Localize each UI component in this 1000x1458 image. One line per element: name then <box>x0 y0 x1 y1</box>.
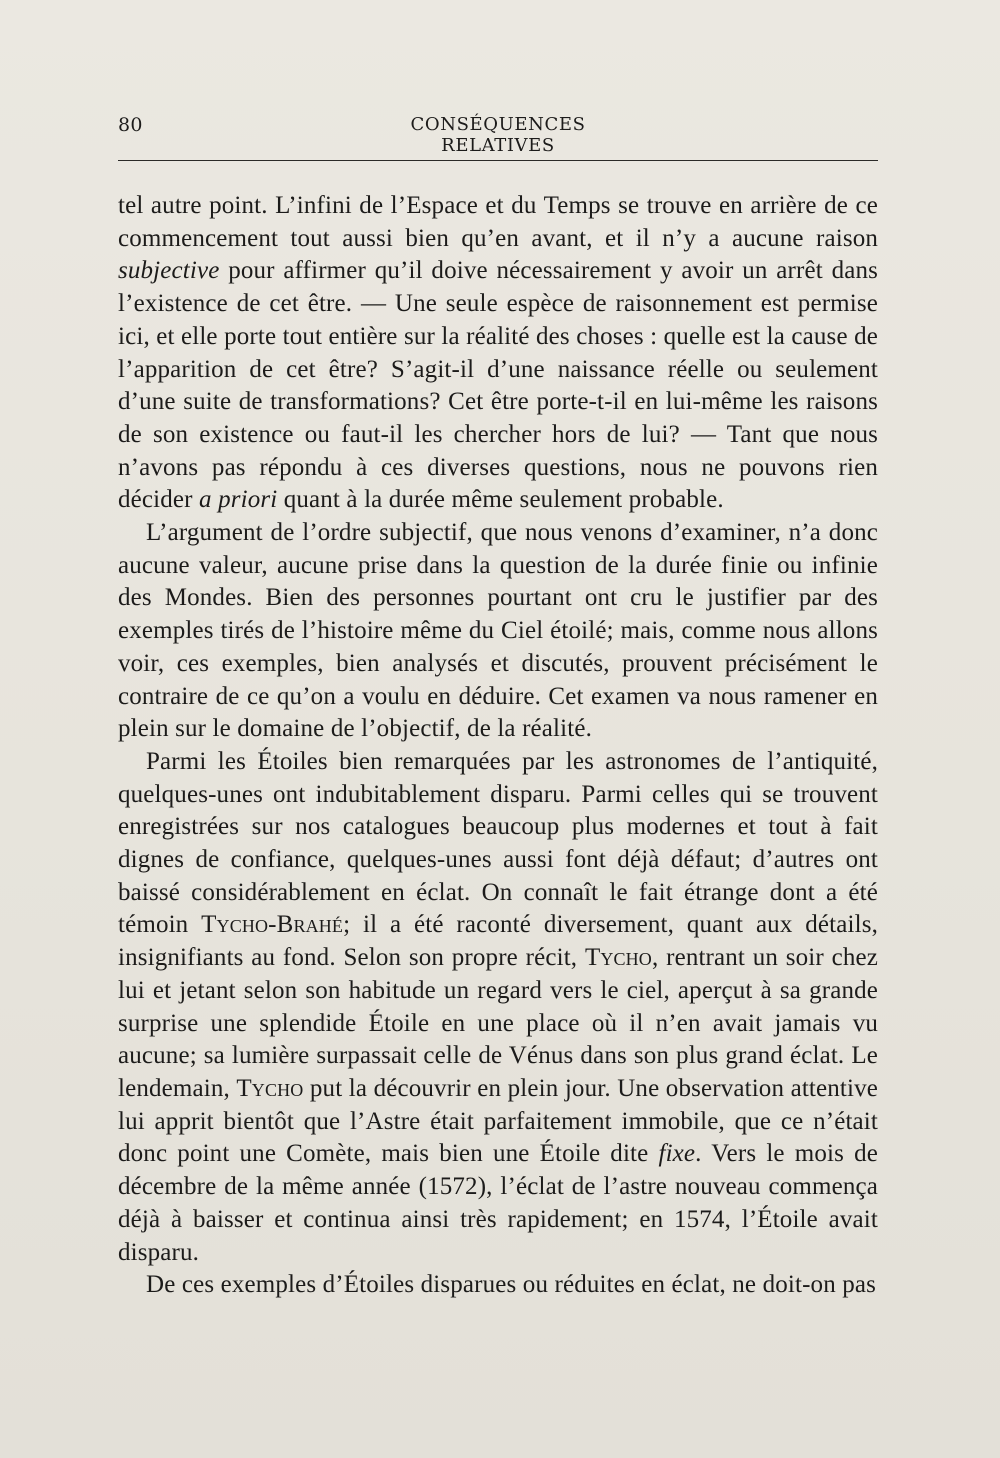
italic-term-subjective: subjective <box>118 257 220 285</box>
paragraph-1 <box>118 190 878 517</box>
text-run: tel autre point. L’infini de l’Espace et du Temps se trouve en arrière de ce commencement tout aussi bien qu’en avant, et il n’y a aucune raison <box>118 192 878 252</box>
text-run: ; il a été raconté diversement, quant aux détails, insignifiants au fond. Selon son propre récit, <box>118 911 878 972</box>
paragraph-4 <box>118 1269 878 1302</box>
text-run: quant à la durée même seulement probable. <box>277 486 724 514</box>
header-rule <box>118 160 878 161</box>
text-run: pour affirmer qu’il doive nécessairement y avoir un arrêt dans l’existence de cet être. — Une seule espèce de raisonnement est permise ici, et elle porte tout entière sur la réalité des choses : quelle est la cause de l’apparition de cet être? S’agit-il d’une naissance réelle ou seulement d’une suite de transformations? Cet être porte-t-il en lui-même les raisons de son existence ou faut-il les chercher hors de lui? — Tant que nous n’avons pas répondu à ces diverses questions, nous ne pouvons rien décider <box>118 257 878 514</box>
paragraph-2 <box>118 517 878 746</box>
running-head <box>118 114 878 156</box>
running-title: CONSÉQUENCES RELATIVES <box>410 114 586 156</box>
name-tycho-brahe: Tycho-Brahé <box>201 911 344 939</box>
text-run: De ces exemples d’Étoiles disparues ou réduites en éclat, ne doit-on pas <box>146 1271 877 1299</box>
name-tycho: Tycho <box>584 944 652 972</box>
page-number: 80 <box>118 114 143 136</box>
name-tycho: Tycho <box>236 1074 304 1102</box>
text-run: Parmi les Étoiles bien remarquées par les astronomes de l’antiquité, quelques-unes ont indubitablement disparu. Parmi celles qui se trouvent enregistrées sur nos catalogues beaucoup plus modernes et tout à fait dignes de confiance, quelques-unes aussi font déjà défaut; d’autres ont baissé considérablement en éclat. On connaît le fait étrange dont a été témoin <box>118 747 878 939</box>
italic-term-a-priori: a priori <box>199 486 278 514</box>
text-run: put la découvrir en plein jour. Une observation attentive lui apprit bientôt que l’Astre était parfaitement immobile, que ce n’était donc point une Comète, mais bien une Étoile dite <box>118 1074 879 1168</box>
text-run: L’argument de l’ordre subjectif, que nous venons d’examiner, n’a donc aucune valeur, aucune prise dans la question de la durée finie ou infinie des Mondes. Bien des personnes pourtant ont cru le justifier par des exemples tirés de l’histoire même du Ciel étoilé; mais, comme nous allons voir, ces exemples, bien analysés et discutés, prouvent précisément le contraire de ce qu’on a voulu en déduire. Cet examen va nous ramener en plein sur le domaine de l’objectif, de la réalité. <box>118 519 878 743</box>
text-run: . Vers le mois de décembre de la même année (1572), l’éclat de l’astre nouveau commença déjà à baisser et continua ainsi très rapidement; en 1574, l’Étoile avait disparu. <box>118 1140 878 1266</box>
body-text <box>118 190 878 1302</box>
italic-term-fixe: fixe <box>658 1140 696 1168</box>
text-run: , rentrant un soir chez lui et jetant selon son habitude un regard vers le ciel, aperçut à sa grande surprise une splendide Étoile en une place où il n’en avait jamais vu aucune; sa lumière surpassait celle de Vénus dans son plus grand éclat. Le lendemain, <box>118 944 878 1102</box>
paragraph-3 <box>118 746 878 1269</box>
